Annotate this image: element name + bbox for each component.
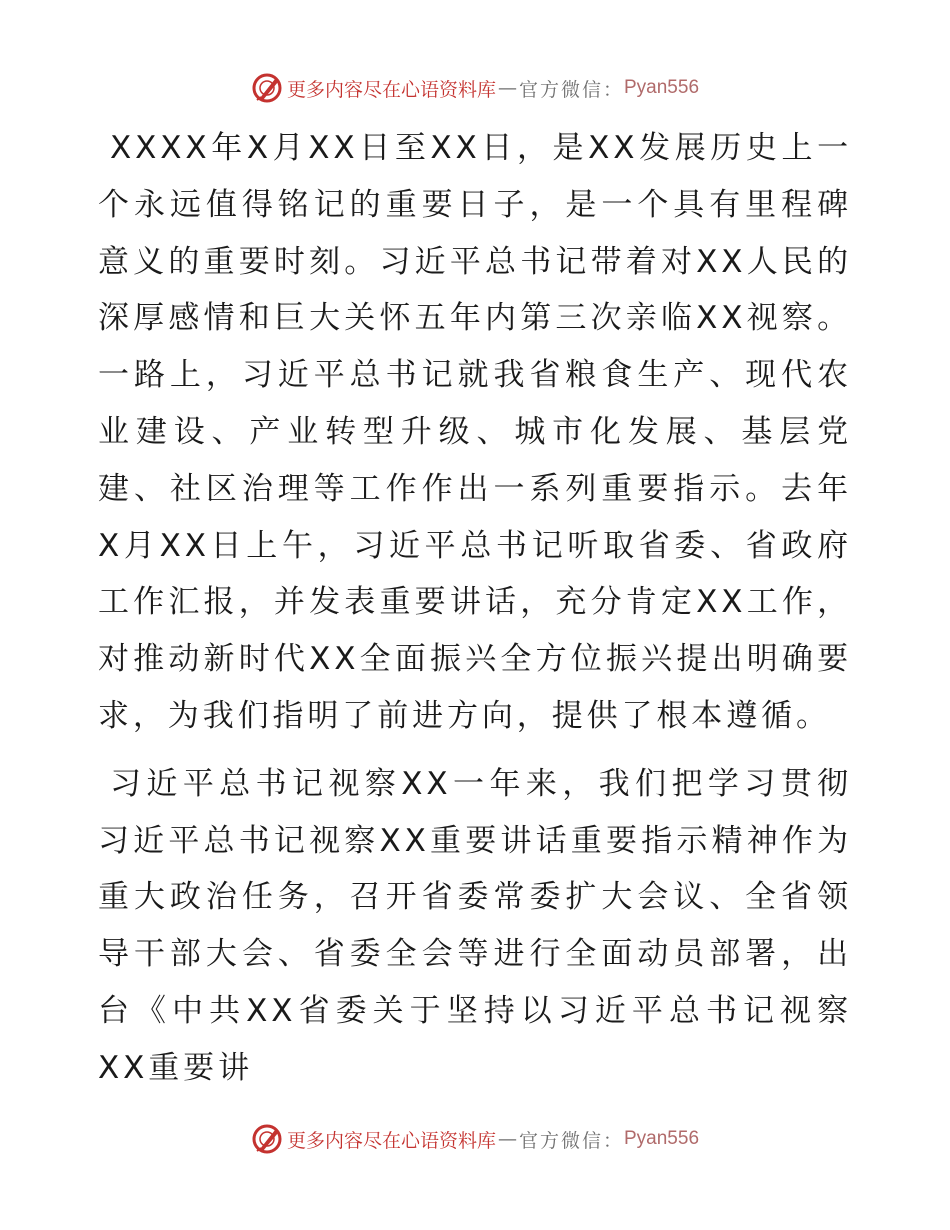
banner-main-text: 更多内容尽在心语资料库	[286, 1129, 496, 1152]
banner-dash: —	[497, 77, 517, 99]
paragraph-2: 习近平总书记视察XX一年来，我们把学习贯彻习近平总书记视察XX重要讲话重要指示精神作为重大政治任务，召开省委常委扩大会议、全省领导干部大会、省委全会等进行全面动员部署，出台《中共XX省委关于坚持以习近平总书记视察XX重要讲	[98, 765, 852, 1086]
banner-dash: —	[497, 1128, 517, 1150]
banner-sub-text: 官方微信：	[518, 1129, 624, 1152]
header-banner	[0, 68, 950, 108]
quill-logo-icon	[251, 1123, 283, 1155]
banner-sub-text: 官方微信：	[518, 78, 624, 101]
document-body	[98, 120, 852, 1097]
quill-logo-icon	[251, 72, 283, 104]
banner-main-text: 更多内容尽在心语资料库	[286, 78, 496, 101]
paragraph-1: XXXX年X月XX日至XX日，是XX发展历史上一个永远值得铭记的重要日子，是一个具有里程碑意义的重要时刻。习近平总书记带着对XX人民的深厚感情和巨大关怀五年内第三次亲临XX视察。一路上，习近平总书记就我省粮食生产、现代农业建设、产业转型升级、城市化发展、基层党建、社区治理等工作作出一系列重要指示。去年X月XX日上午，习近平总书记听取省委、省政府工作汇报，并发表重要讲话，充分肯定XX工作，对推动新时代XX全面振兴全方位振兴提出明确要求，为我们指明了前进方向，提供了根本遵循。	[98, 130, 852, 734]
wechat-id: Pyan556	[624, 77, 700, 98]
wechat-id: Pyan556	[624, 1128, 700, 1149]
footer-banner	[0, 1119, 950, 1159]
